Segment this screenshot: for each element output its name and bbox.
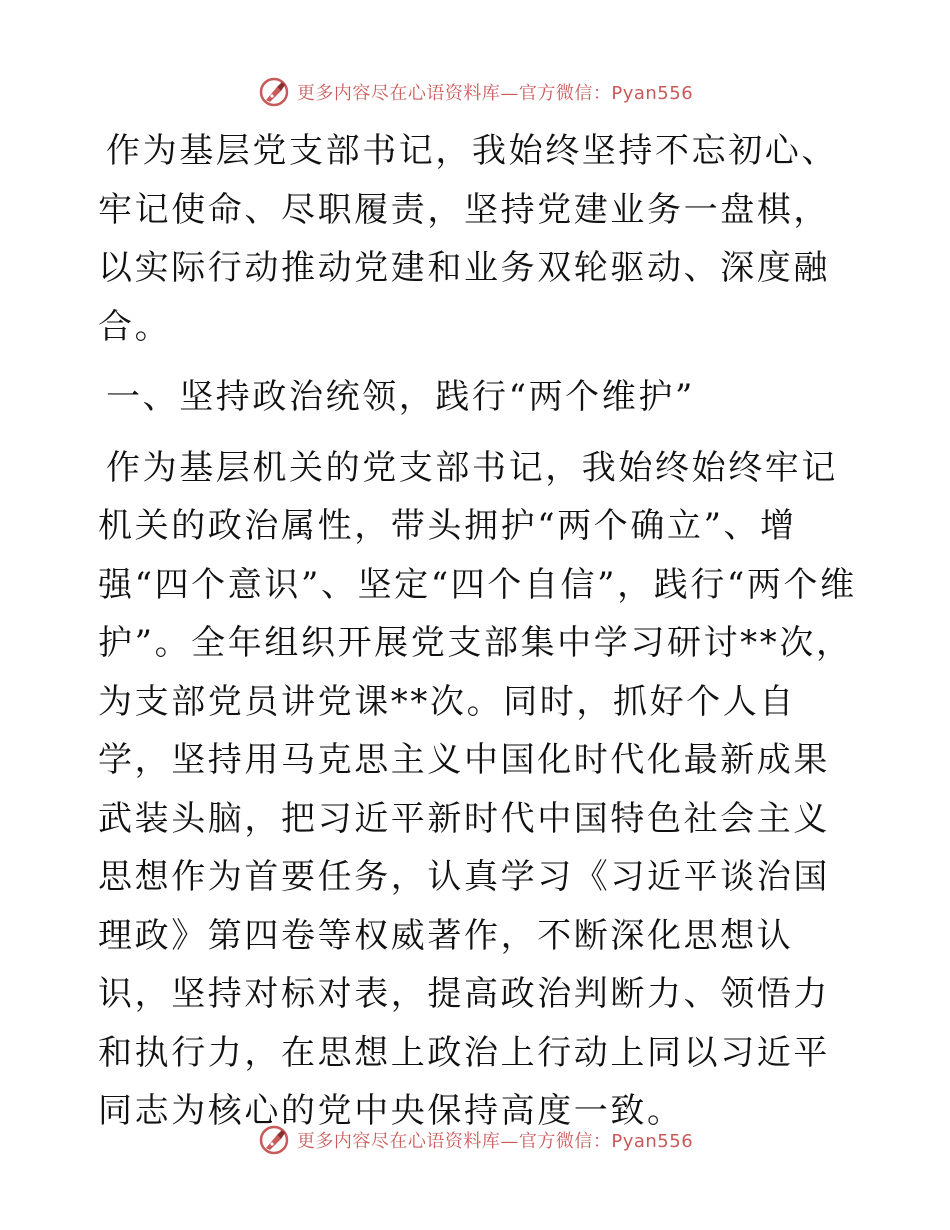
pen-nib-logo-icon <box>257 1123 291 1157</box>
footer-banner <box>0 1120 950 1160</box>
document-body <box>98 122 858 1141</box>
header-wechat-id: Pyan556 <box>611 83 694 104</box>
footer-banner-dash: — <box>500 1131 519 1152</box>
header-wechat-label: 官方微信： <box>518 83 612 104</box>
intro-paragraph: 作为基层党支部书记，我始终坚持不忘初心、牢记使命、尽职履责，坚持党建业务一盘棋，以实际行动推动党建和业务双轮驱动、深度融合。 <box>98 131 838 347</box>
footer-wechat-id: Pyan556 <box>611 1131 694 1152</box>
section-paragraph: 作为基层机关的党支部书记，我始终始终牢记机关的政治属性，带头拥护“两个确立”、增强“四个意识”、坚定“四个自信”，践行“两个维护”。全年组织开展党支部集中学习研讨**次，为支部党员讲党课**次。同时，抓好个人自学，坚持用马克思主义中国化时代化最新成果武装头脑，把习近平新时代中国特色社会主义思想作为首要任务，认真学习《习近平谈治国理政》第四卷等权威著作，不断深化思想认识，坚持对标对表，提高政治判断力、领悟力和执行力，在思想上政治上行动上同以习近平同志为核心的党中央保持高度一致。 <box>98 447 857 1131</box>
footer-banner-slogan: 更多内容尽在心语资料库 <box>296 1131 501 1152</box>
header-banner-slogan: 更多内容尽在心语资料库 <box>296 83 501 104</box>
footer-banner-text <box>297 1127 693 1153</box>
pen-nib-logo-icon <box>257 75 291 109</box>
header-banner-dash: — <box>500 83 519 104</box>
header-banner <box>0 72 950 112</box>
header-banner-text <box>297 79 693 105</box>
footer-wechat-label: 官方微信： <box>518 1131 612 1152</box>
section-heading: 一、坚持政治统领，践行“两个维护” <box>106 377 695 417</box>
